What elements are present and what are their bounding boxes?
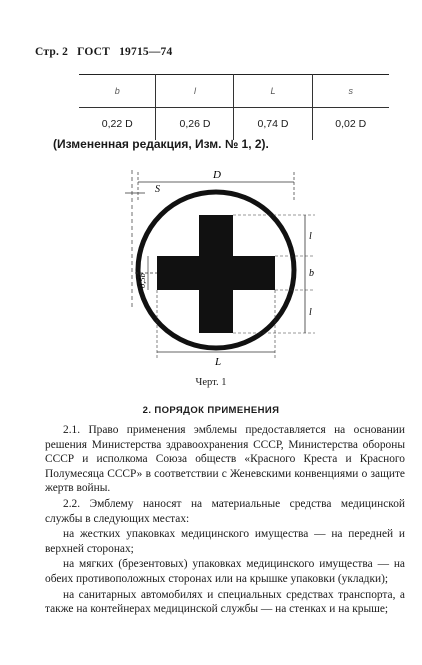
table-cell: 0,26 D: [156, 108, 234, 141]
table-cell: 0,22 D: [79, 108, 156, 141]
table-cell: 0,74 D: [234, 108, 312, 141]
paragraph: 2.2. Эмблему наносят на материальные средства медицинской службы в следующих местах:: [45, 497, 405, 525]
label-d: D: [213, 169, 221, 181]
paragraph: на жестких упаковках медицинского имущества — на передней и верхней сторонах;: [45, 528, 405, 555]
table-header-row: [79, 75, 389, 108]
table-row: [79, 108, 389, 141]
section-title: 2. ПОРЯДОК ПРИМЕНЕНИЯ: [142, 405, 280, 416]
table-header-cell: s: [312, 75, 389, 108]
body-text: [45, 423, 405, 618]
table-header-cell: l: [156, 75, 234, 108]
table-header-cell: b: [79, 75, 156, 108]
label-l-top: l: [309, 231, 312, 242]
red-cross-emblem-drawing: [105, 160, 325, 374]
label-b: b: [309, 268, 314, 279]
paragraph: на мягких (брезентовых) упаковках медицинского имущества — на обеих противоположных сторонах или на крышке упаковки (укладки);: [45, 558, 405, 585]
gost-label: ГОСТ: [77, 46, 111, 58]
label-big-l: L: [215, 356, 222, 368]
cross-horizontal-bar: [157, 256, 275, 290]
page-header: [35, 46, 178, 58]
table-cell: 0,02 D: [312, 108, 389, 141]
amendment-note: (Измененная редакция, Изм. № 1, 2).: [53, 137, 269, 151]
figure-caption: Черт. 1: [195, 377, 227, 388]
gost-number: 19715—74: [119, 46, 173, 58]
page-number: Стр. 2: [35, 46, 69, 58]
table-header-cell: L: [234, 75, 312, 108]
label-l-bottom: l: [309, 307, 312, 318]
paragraph: на санитарных автомобилях и специальных средствах транспорта, а также на контейнерах медицинской службы — на стенках и на крыше;: [45, 588, 405, 616]
label-s: S: [155, 184, 160, 195]
label-half-b: 0,5b: [137, 273, 147, 288]
paragraph: 2.1. Право применения эмблемы предоставляется на основании решения Министерства здравоохранения СССР, Министерства обороны СССР и исполкома Союза обществ «Красного Креста и Красного Полумесяца СССР» в соответствии с Женевскими конвенциями о защите жертв войны.: [45, 424, 405, 495]
dimensions-table: [79, 74, 389, 140]
